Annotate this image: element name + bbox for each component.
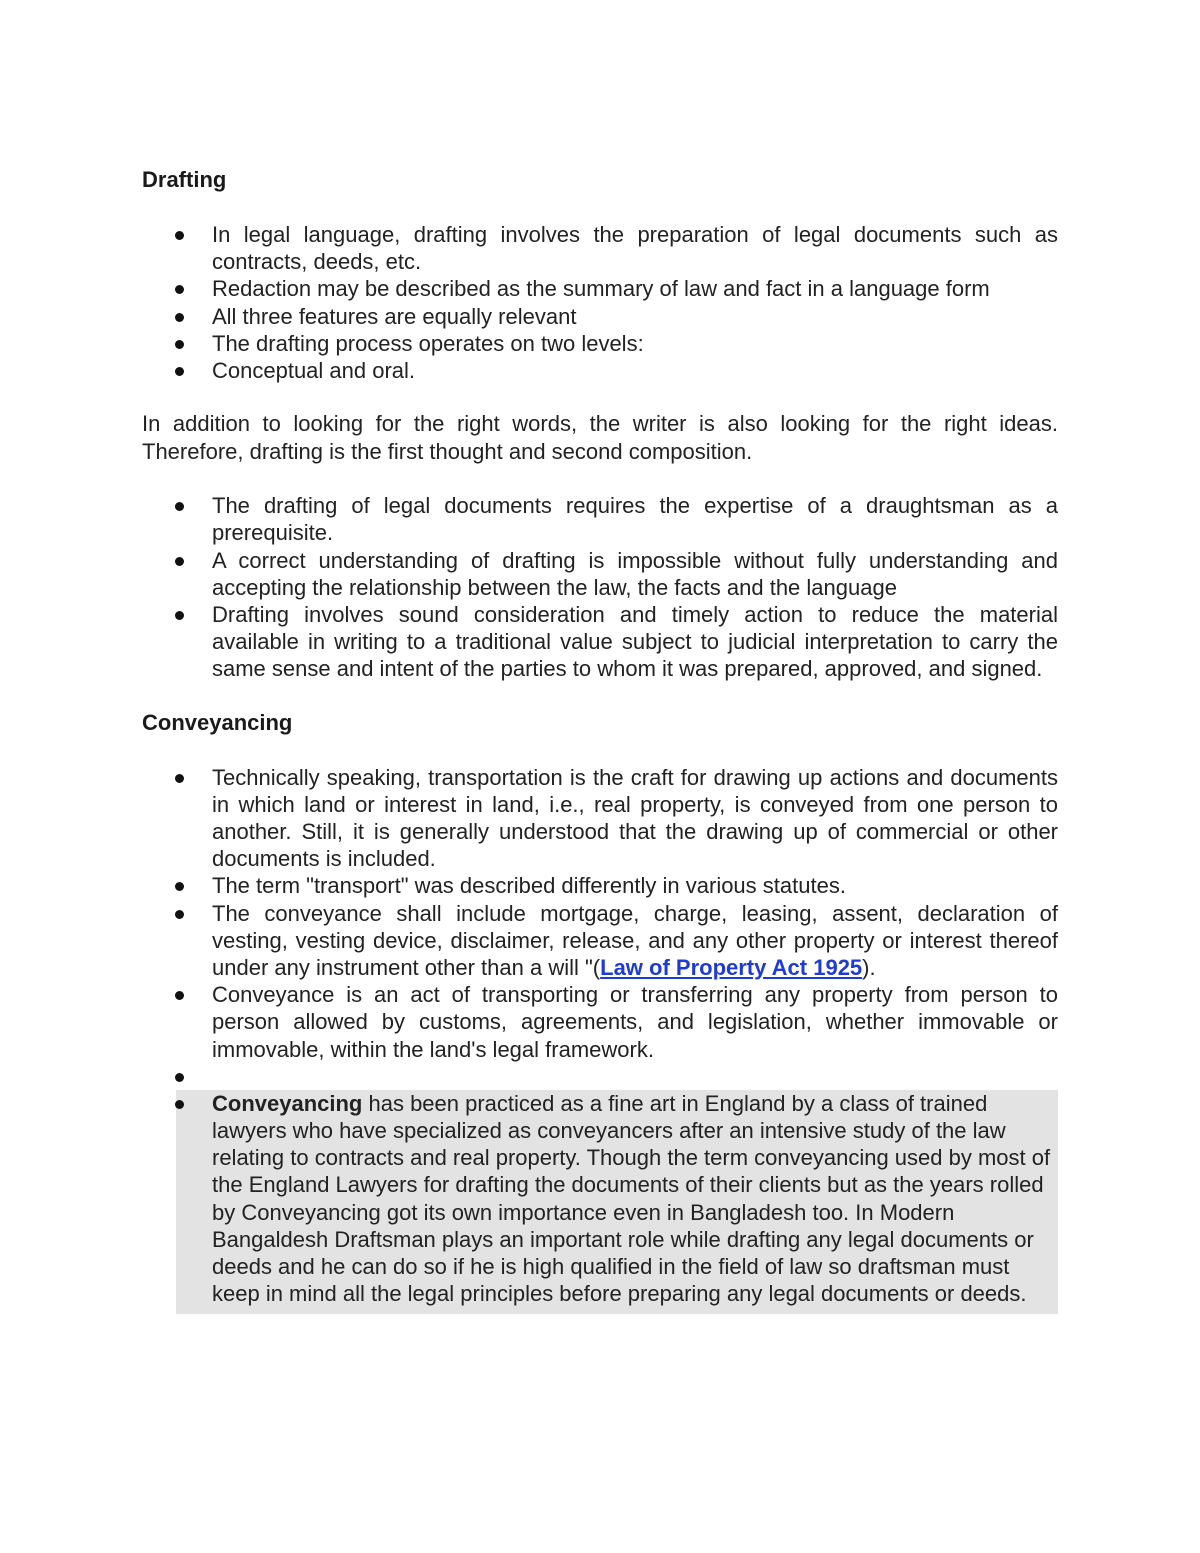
list-item: The drafting process operates on two levels: (142, 330, 1058, 357)
heading-drafting: Drafting (142, 167, 227, 192)
empty-list-item (142, 1063, 1058, 1090)
bullet-icon (175, 557, 184, 566)
law-of-property-act-link[interactable]: Law of Property Act 1925 (600, 955, 863, 981)
list-item: In legal language, drafting involves the preparation of legal documents such as contracts, deeds, etc. (142, 221, 1058, 275)
bullet-icon (175, 313, 184, 322)
bullet-icon (175, 882, 184, 891)
bullet-icon (175, 1073, 184, 1082)
bullet-icon (175, 367, 184, 376)
bullet-icon (175, 910, 184, 919)
bullet-icon (175, 774, 184, 783)
bullet-icon (175, 611, 184, 620)
list-item: Conveyance is an act of transporting or transferring any property from person to person allowed by customs, agreements, and legislation, whether immovable or immovable, within the land's legal framework. (142, 981, 1058, 1063)
list-item: The term "transport" was described differently in various statutes. (142, 872, 1058, 899)
bullet-icon (175, 285, 184, 294)
conveyancing-list (142, 764, 1058, 1090)
document-page (142, 166, 1058, 1308)
bullet-icon (175, 340, 184, 349)
highlighted-list-item (142, 1090, 1058, 1308)
bullet-icon (175, 991, 184, 1000)
list-item: Technically speaking, transportation is the craft for drawing up actions and documents in which land or interest in land, i.e., real property, is conveyed from one person to another. Still, it is generally understood that the drawing up of commercial or other documents is included. (142, 764, 1058, 873)
bullet-icon (175, 502, 184, 511)
bullet-icon (175, 1100, 184, 1109)
bullet-icon (175, 231, 184, 240)
drafting-list-2 (142, 492, 1058, 682)
highlighted-text: Conveyancing has been practiced as a fine art in England by a class of trained lawyers who have specialized as conveyancers after an intensive study of the law relating to contracts and real property. Though the term conveyancing used by most of the England Lawyers for drafting the documents of their clients but as the years rolled by Conveyancing got its own importance even in Bangladesh too. In Modern Bangaldesh Draftsman plays an important role while drafting any legal documents or deeds and he can do so if he is high qualified in the field of law so draftsman must keep in mind all the legal principles before preparing any legal documents or deeds. (212, 1090, 1051, 1307)
heading-conveyancing: Conveyancing (142, 709, 293, 735)
list-item: All three features are equally relevant (142, 303, 1058, 330)
list-item: A correct understanding of drafting is impossible without fully understanding and accepting the relationship between the law, the facts and the language (142, 547, 1058, 601)
list-item: The drafting of legal documents requires the expertise of a draughtsman as a prerequisite. (142, 492, 1058, 546)
drafting-paragraph: In addition to looking for the right words, the writer is also looking for the right ideas. Therefore, drafting is the first thought and second composition. (142, 411, 1058, 465)
list-item: The conveyance shall include mortgage, charge, leasing, assent, declaration of vesting, vesting device, disclaimer, release, and any other property or interest thereof under any instrument other than a will "(Law of Property Act 1925). (142, 900, 1058, 982)
list-item: Conceptual and oral. (142, 357, 1058, 384)
list-item: Redaction may be described as the summary of law and fact in a language form (142, 275, 1058, 302)
list-item: Drafting involves sound consideration and timely action to reduce the material available in writing to a traditional value subject to judicial interpretation to carry the same sense and intent of the parties to whom it was prepared, approved, and signed. (142, 601, 1058, 683)
drafting-list (142, 221, 1058, 384)
